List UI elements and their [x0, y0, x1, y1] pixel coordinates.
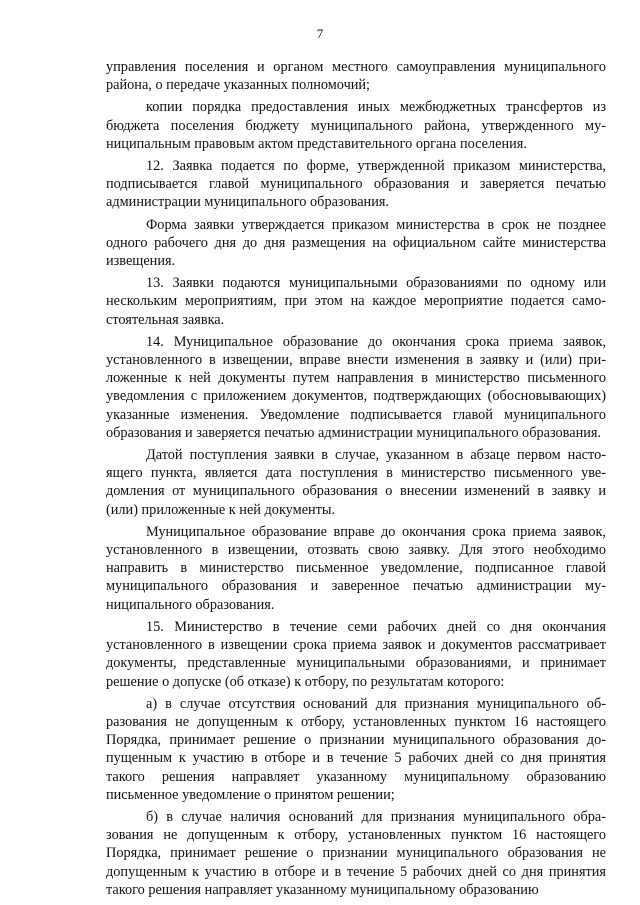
paragraph-withdrawal: Муниципальное образование вправе до окончания срока приема заявок, установленного в извещении, отозвать свою заявку. Для этого необходимо направить в министерство письменное уведомление, подписанное главой муниципального образования и заверенное печатью администрации муниципального образования.	[106, 523, 606, 613]
paragraph-budget-procedure-copy: копии порядка предоставления иных межбюджетных трансфертов из бюджета поселения бюджету муниципального района, утвержденного муниципальным правовым актом представительного органа поселения.	[106, 99, 606, 152]
paragraph-item-12: 12. Заявка подается по форме, утвержденной приказом министерства, подписывается главой муниципального образования и заверяется печатью администрации муниципального образования.	[106, 158, 606, 211]
paragraph-item-13: 13. Заявки подаются муниципальными образованиями по одному или нескольким мероприятиям, при этом на каждое мероприятие подается самостоятельная заявка.	[106, 275, 606, 328]
paragraph-item-15: 15. Министерство в течение семи рабочих дней со дня окончания установленного в извещении срока приема заявок и документов рассматривает документы, представленные муниципальными образованиями, и принимает решение о допуске (об отказе) к отбору, по результатам которого:	[106, 618, 606, 690]
document-body	[106, 58, 606, 903]
paragraph-item-14: 14. Муниципальное образование до окончания срока приема заявок, установленного в извещении, вправе внести изменения в заявку и (или) приложенные к ней документы путем направления в министерство письменного уведомления с приложением документов, подтверждающих (обосновывающих) указанные изменения. Уведомление подписывается главой муниципального образования и заверяется печатью администрации муниципального образования.	[106, 333, 606, 441]
paragraph-application-form: Форма заявки утверждается приказом министерства в срок не позднее одного рабочего дня до дня размещения на официальном сайте министерства извещения.	[106, 216, 606, 270]
paragraph-continued: управления поселения и органом местного самоуправления муниципального района, о передаче указанных полномочий;	[106, 59, 606, 94]
paragraph-subitem-b: б) в случае наличия оснований для признания муниципального образования не допущенным к отбору, установленных пунктом 16 настоящего Порядка, принимает решение о признании муниципального образования не допущенным к участию в отборе и в течение 5 рабочих дней со дня принятия такого решения направляет указанному муниципальному образованию	[106, 808, 606, 898]
paragraph-receipt-date: Датой поступления заявки в случае, указанном в абзаце первом настоящего пункта, является дата поступления в министерство письменного уведомления от муниципального образования о внесении изменений в заявку и (или) приложенные к ней документы.	[106, 447, 606, 518]
page-number: 7	[316, 26, 324, 41]
paragraph-subitem-a: а) в случае отсутствия оснований для признания муниципального образования не допущенным к отбору, установленных пунктом 16 настоящего Порядка, принимает решение о признании муниципального образования допущенным к участию в отборе и в течение 5 рабочих дней со дня принятия такого решения направляет указанному муниципальному образованию письменное уведомление о принятом решении;	[106, 695, 606, 803]
